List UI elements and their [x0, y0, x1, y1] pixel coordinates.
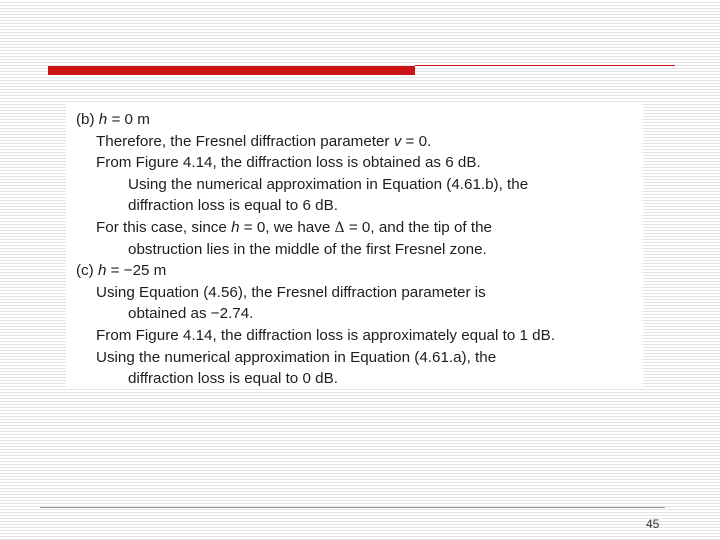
text-line	[76, 260, 643, 282]
text-run: From Figure 4.14, the diffraction loss is obtained as 6 dB.	[96, 154, 481, 172]
text-line	[76, 282, 643, 304]
text-run: (c)	[76, 262, 98, 280]
text-run: = 0, we have	[239, 218, 335, 236]
title-rule-line	[415, 65, 675, 66]
text-run: diffraction loss is equal to 0 dB.	[128, 370, 338, 388]
text-run: For this case, since	[96, 218, 232, 236]
text-run: Using the numerical approximation in Equation (4.61.a), the	[96, 348, 497, 366]
text-line	[76, 325, 643, 347]
text-run: Using the numerical approximation in Equation (4.61.b), the	[128, 175, 529, 193]
text-run: obtained as −2.74.	[128, 305, 254, 323]
text-run: Using Equation (4.56), the Fresnel diffraction parameter is	[96, 283, 486, 301]
text-line	[76, 174, 643, 196]
text-run: = 0.	[401, 132, 432, 150]
solution-text-image	[66, 103, 643, 389]
text-run: = 0 m	[107, 111, 150, 128]
page-number: 45	[646, 517, 660, 531]
text-run: Δ	[334, 219, 345, 236]
text-run: = −25 m	[106, 262, 167, 280]
text-line	[76, 131, 643, 153]
text-run: h	[97, 262, 107, 280]
text-line	[76, 239, 643, 261]
text-line	[76, 368, 643, 390]
text-line	[76, 152, 643, 174]
text-line	[76, 109, 643, 131]
text-run: (b)	[76, 111, 99, 128]
text-line	[76, 217, 643, 239]
text-line	[76, 195, 643, 217]
text-run: From Figure 4.14, the diffraction loss is approximately equal to 1 dB.	[96, 326, 555, 344]
text-run: h	[98, 111, 108, 128]
text-run: h	[231, 218, 240, 236]
footer-rule	[40, 507, 665, 508]
text-run: = 0, and the tip of the	[344, 218, 492, 236]
text-line	[76, 347, 643, 369]
text-run: v	[393, 132, 402, 150]
title-rule-accent	[48, 66, 415, 75]
text-run: Therefore, the Fresnel diffraction parameter	[96, 132, 394, 150]
text-run: obstruction lies in the middle of the first Fresnel zone.	[128, 240, 487, 258]
text-line	[76, 303, 643, 325]
text-run: diffraction loss is equal to 6 dB.	[128, 197, 338, 215]
